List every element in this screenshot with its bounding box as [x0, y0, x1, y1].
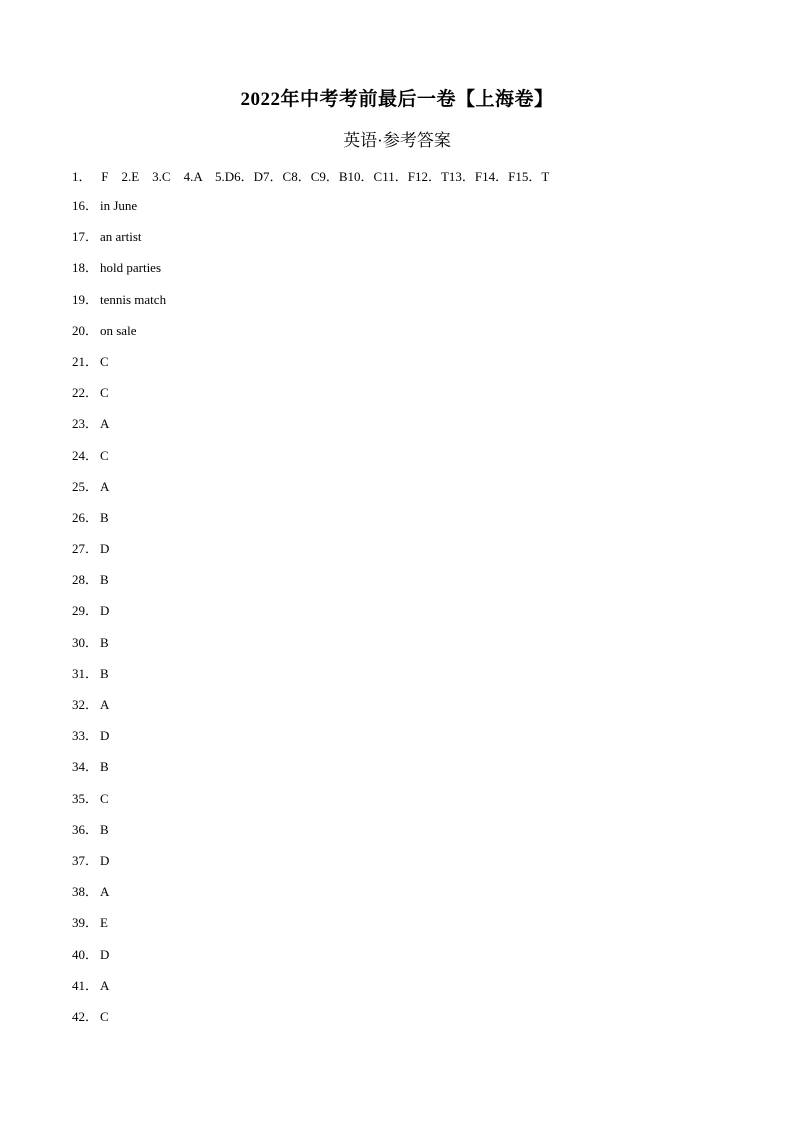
- answer-item: [72, 447, 166, 478]
- answer-number: 22．: [72, 385, 99, 401]
- answer-item: [72, 696, 166, 727]
- answer-item: [72, 228, 166, 259]
- answer-item: [72, 602, 166, 633]
- answer-number: 38．: [72, 884, 99, 900]
- answer-item: [72, 758, 166, 789]
- answer-text: tennis match: [100, 291, 167, 307]
- answer-item: [72, 384, 166, 415]
- answer-number: 35．: [72, 790, 99, 806]
- answer-text: B: [100, 509, 109, 525]
- answer-text: B: [100, 665, 109, 681]
- answer-number: 30．: [72, 634, 99, 650]
- answer-item: [72, 540, 166, 571]
- answer-item: [72, 665, 166, 696]
- answer-number: 28．: [72, 572, 99, 588]
- answer-text: C: [100, 385, 109, 401]
- answer-item: [72, 852, 166, 883]
- answer-item: [72, 478, 166, 509]
- answer-item: [72, 1008, 166, 1039]
- answers-line-1-15: 1． F 2.E 3.C 4.A 5.D6．D7．C8．C9．B10．C11．F12．T13．F14．F15．T: [72, 169, 550, 184]
- answer-number: 20．: [72, 322, 99, 338]
- answer-text: D: [100, 946, 110, 962]
- answer-number: 36．: [72, 821, 99, 837]
- answer-number: 24．: [72, 447, 99, 463]
- answer-number: 16．: [72, 198, 99, 213]
- answer-text: B: [100, 634, 109, 650]
- answer-item: [72, 977, 166, 1008]
- answer-number: 25．: [72, 478, 99, 494]
- answer-number: 27．: [72, 541, 99, 557]
- answer-text: C: [100, 353, 109, 369]
- answer-text: A: [100, 416, 110, 432]
- answer-text: D: [100, 852, 110, 868]
- answer-number: 31．: [72, 665, 99, 681]
- answer-text: D: [100, 603, 110, 619]
- answer-item: [72, 322, 166, 353]
- answer-item: [72, 509, 166, 540]
- answer-text: B: [100, 759, 109, 775]
- answer-item: [72, 197, 166, 228]
- answer-number: 21．: [72, 353, 99, 369]
- answer-text: D: [100, 541, 110, 557]
- answer-number: 26．: [72, 509, 99, 525]
- answer-number: 37．: [72, 852, 99, 868]
- answer-item: [72, 790, 166, 821]
- answer-number: 40．: [72, 946, 99, 962]
- answer-number: 41．: [72, 977, 99, 993]
- answer-item: [72, 914, 166, 945]
- answer-number: 23．: [72, 416, 99, 432]
- answer-item: [72, 946, 166, 977]
- answer-item: [72, 291, 166, 322]
- page-title: 2022年中考考前最后一卷【上海卷】: [240, 89, 554, 110]
- answer-number: 42．: [72, 1008, 99, 1024]
- answer-number: 33．: [72, 728, 99, 744]
- answer-text: B: [100, 821, 109, 837]
- answer-text: B: [100, 572, 109, 588]
- answer-item: [72, 727, 166, 758]
- answer-text: A: [100, 478, 110, 494]
- answer-text: C: [100, 1008, 109, 1024]
- answer-item: [72, 821, 166, 852]
- answer-text: D: [100, 728, 110, 744]
- answer-text: A: [100, 697, 110, 712]
- answer-text: in June: [100, 198, 138, 213]
- answer-text: hold parties: [100, 260, 162, 276]
- answer-text: A: [100, 977, 110, 993]
- answer-text: C: [100, 790, 109, 806]
- answer-number: 39．: [72, 915, 99, 931]
- answer-text: an artist: [100, 229, 142, 245]
- page-subtitle: 英语·参考答案: [343, 131, 451, 150]
- answer-text: A: [100, 884, 110, 900]
- answer-number: 32．: [72, 697, 99, 712]
- answer-item: [72, 571, 166, 602]
- answer-number: 19．: [72, 291, 99, 307]
- answer-item: [72, 353, 166, 384]
- answer-item: [72, 415, 166, 446]
- answer-number: 17．: [72, 229, 99, 245]
- answer-text: on sale: [100, 322, 137, 338]
- answer-item: [72, 259, 166, 290]
- answer-number: 29．: [72, 603, 99, 619]
- answer-text: E: [100, 915, 108, 931]
- answer-number: 34．: [72, 759, 99, 775]
- answer-text: C: [100, 447, 109, 463]
- answer-list: [72, 197, 166, 1039]
- answer-item: [72, 634, 166, 665]
- answer-item: [72, 883, 166, 914]
- answer-number: 18．: [72, 260, 99, 276]
